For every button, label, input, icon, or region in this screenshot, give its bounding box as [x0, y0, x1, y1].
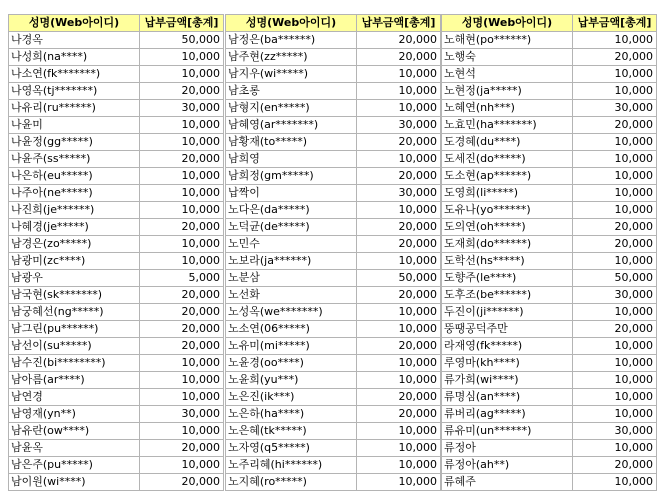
name-header: 성명(Web아이디) — [226, 15, 357, 32]
donor-name-cell: 두진이(ji******) — [442, 304, 573, 321]
amount-cell: 20,000 — [357, 236, 441, 253]
donor-name-cell: 남초롱 — [226, 83, 357, 100]
amount-cell: 10,000 — [573, 185, 657, 202]
amount-header: 납부금액[총계] — [573, 15, 657, 32]
donor-name-cell: 나소연(fk*******) — [9, 66, 140, 83]
name-header: 성명(Web아이디) — [9, 15, 140, 32]
amount-cell: 10,000 — [140, 423, 224, 440]
table-row — [442, 168, 657, 185]
table-row — [226, 32, 441, 49]
table-row — [226, 270, 441, 287]
table-row — [442, 49, 657, 66]
donor-table-3 — [441, 14, 657, 491]
donor-name-cell: 나영옥(tj*******) — [9, 83, 140, 100]
amount-cell: 10,000 — [357, 423, 441, 440]
amount-cell: 30,000 — [573, 287, 657, 304]
donor-name-cell: 남그린(pu******) — [9, 321, 140, 338]
table-row — [9, 457, 224, 474]
amount-cell: 10,000 — [140, 185, 224, 202]
table-row — [442, 440, 657, 457]
amount-cell: 10,000 — [573, 202, 657, 219]
donor-name-cell: 류혜주 — [442, 474, 573, 491]
donor-name-cell: 도재희(do******) — [442, 236, 573, 253]
donor-name-cell: 나윤정(gg*****) — [9, 134, 140, 151]
table-row — [442, 151, 657, 168]
amount-cell: 10,000 — [573, 66, 657, 83]
table-row — [9, 219, 224, 236]
donor-name-cell: 노효민(ha*******) — [442, 117, 573, 134]
header-row — [9, 15, 224, 32]
amount-cell: 10,000 — [140, 389, 224, 406]
donor-name-cell: 노보라(ja******) — [226, 253, 357, 270]
donor-name-cell: 류유미(un******) — [442, 423, 573, 440]
table-row — [442, 389, 657, 406]
donor-name-cell: 나성희(na****) — [9, 49, 140, 66]
amount-cell: 10,000 — [573, 389, 657, 406]
amount-cell: 50,000 — [140, 32, 224, 49]
table-row — [226, 100, 441, 117]
table-row — [442, 117, 657, 134]
table-row — [226, 168, 441, 185]
table-row — [226, 321, 441, 338]
donor-name-cell: 류명심(an****) — [442, 389, 573, 406]
amount-cell: 20,000 — [573, 49, 657, 66]
table-row — [442, 406, 657, 423]
donor-name-cell: 노현석 — [442, 66, 573, 83]
donor-name-cell: 남정은(ba******) — [226, 32, 357, 49]
donor-name-cell: 남광미(zc****) — [9, 253, 140, 270]
amount-cell: 10,000 — [573, 372, 657, 389]
header-row — [226, 15, 441, 32]
table-row — [9, 83, 224, 100]
table-row — [226, 117, 441, 134]
donor-name-cell: 남이원(wi****) — [9, 474, 140, 491]
amount-cell: 10,000 — [357, 100, 441, 117]
table-row — [9, 134, 224, 151]
amount-cell: 30,000 — [573, 423, 657, 440]
table-row — [442, 287, 657, 304]
amount-cell: 20,000 — [357, 389, 441, 406]
donor-name-cell: 도향주(le****) — [442, 270, 573, 287]
donor-name-cell: 남지우(wi*****) — [226, 66, 357, 83]
donor-name-cell: 루영마(kh****) — [442, 355, 573, 372]
donor-name-cell: 나주아(ne*****) — [9, 185, 140, 202]
amount-cell: 20,000 — [140, 338, 224, 355]
amount-cell: 10,000 — [357, 372, 441, 389]
table-row — [442, 457, 657, 474]
table-row — [442, 134, 657, 151]
donor-name-cell: 나유리(ru******) — [9, 100, 140, 117]
header-row — [442, 15, 657, 32]
donor-name-cell: 남선이(su*****) — [9, 338, 140, 355]
donor-name-cell: 노윤희(yu***) — [226, 372, 357, 389]
table-row — [9, 236, 224, 253]
amount-cell: 10,000 — [140, 168, 224, 185]
amount-cell: 10,000 — [357, 151, 441, 168]
amount-cell: 10,000 — [140, 117, 224, 134]
amount-cell: 10,000 — [140, 134, 224, 151]
donor-name-cell: 남희정(gm*****) — [226, 168, 357, 185]
table-row — [226, 287, 441, 304]
amount-cell: 30,000 — [140, 406, 224, 423]
donor-name-cell: 남경은(zo*****) — [9, 236, 140, 253]
amount-cell: 10,000 — [140, 236, 224, 253]
table-row — [442, 219, 657, 236]
table-row — [442, 185, 657, 202]
table-row — [9, 151, 224, 168]
amount-cell: 30,000 — [140, 100, 224, 117]
table-row — [9, 304, 224, 321]
table-row — [442, 270, 657, 287]
amount-cell: 20,000 — [140, 151, 224, 168]
donor-name-cell: 노행숙 — [442, 49, 573, 66]
table-row — [442, 32, 657, 49]
donor-name-cell: 남황재(to*****) — [226, 134, 357, 151]
table-row — [226, 389, 441, 406]
donor-name-cell: 노다은(da*****) — [226, 202, 357, 219]
amount-cell: 10,000 — [573, 151, 657, 168]
amount-cell: 10,000 — [140, 66, 224, 83]
amount-cell: 20,000 — [140, 474, 224, 491]
donor-name-cell: 도세진(do*****) — [442, 151, 573, 168]
donor-name-cell: 남유란(ow****) — [9, 423, 140, 440]
table-row — [9, 389, 224, 406]
donor-name-cell: 남영재(yn**) — [9, 406, 140, 423]
table-row — [226, 219, 441, 236]
donor-name-cell: 류버리(ag*****) — [442, 406, 573, 423]
table-row — [442, 423, 657, 440]
donor-name-cell: 남광우 — [9, 270, 140, 287]
amount-cell: 20,000 — [357, 406, 441, 423]
table-row — [226, 202, 441, 219]
donor-name-cell: 노은진(ik***) — [226, 389, 357, 406]
table-row — [9, 117, 224, 134]
amount-cell: 20,000 — [573, 236, 657, 253]
donor-name-cell: 노소연(06*****) — [226, 321, 357, 338]
table-row — [9, 66, 224, 83]
donor-name-cell: 남형지(en*****) — [226, 100, 357, 117]
donor-name-cell: 남수진(bi********) — [9, 355, 140, 372]
table-row — [226, 474, 441, 491]
table-row — [226, 304, 441, 321]
amount-cell: 5,000 — [140, 270, 224, 287]
table-row — [442, 202, 657, 219]
amount-cell: 20,000 — [357, 32, 441, 49]
amount-cell: 20,000 — [357, 287, 441, 304]
donor-name-cell: 노은혜(tk*****) — [226, 423, 357, 440]
donor-table-1 — [8, 14, 224, 491]
amount-cell: 10,000 — [140, 49, 224, 66]
amount-cell: 10,000 — [357, 83, 441, 100]
amount-cell: 10,000 — [573, 338, 657, 355]
table-row — [226, 423, 441, 440]
table-row — [442, 355, 657, 372]
donor-name-cell: 류정아 — [442, 440, 573, 457]
amount-cell: 10,000 — [140, 355, 224, 372]
table-row — [442, 236, 657, 253]
amount-cell: 20,000 — [140, 287, 224, 304]
amount-cell: 10,000 — [357, 253, 441, 270]
table-row — [9, 202, 224, 219]
table-row — [9, 423, 224, 440]
donor-name-cell: 나윤주(ss*****) — [9, 151, 140, 168]
table-row — [442, 100, 657, 117]
table-row — [226, 83, 441, 100]
amount-cell: 30,000 — [357, 185, 441, 202]
amount-cell: 10,000 — [573, 253, 657, 270]
amount-cell: 10,000 — [357, 474, 441, 491]
amount-cell: 50,000 — [357, 270, 441, 287]
name-header: 성명(Web아이디) — [442, 15, 573, 32]
donor-name-cell: 도학선(hs*****) — [442, 253, 573, 270]
table-row — [442, 321, 657, 338]
table-row — [9, 185, 224, 202]
donor-name-cell: 나혜경(je*****) — [9, 219, 140, 236]
table-row — [226, 66, 441, 83]
amount-cell: 20,000 — [140, 440, 224, 457]
amount-cell: 10,000 — [357, 355, 441, 372]
amount-cell: 20,000 — [573, 321, 657, 338]
amount-cell: 20,000 — [357, 168, 441, 185]
donor-name-cell: 류정아(ah**) — [442, 457, 573, 474]
amount-cell: 10,000 — [140, 202, 224, 219]
donor-name-cell: 노자영(q5*****) — [226, 440, 357, 457]
donor-name-cell: 뚱땡공덕주만 — [442, 321, 573, 338]
amount-cell: 30,000 — [357, 117, 441, 134]
amount-cell: 10,000 — [573, 134, 657, 151]
amount-cell: 10,000 — [573, 83, 657, 100]
amount-cell: 10,000 — [357, 66, 441, 83]
table-row — [226, 134, 441, 151]
donor-name-cell: 나윤미 — [9, 117, 140, 134]
table-row — [226, 151, 441, 168]
donor-table-2 — [225, 14, 441, 491]
amount-cell: 20,000 — [573, 117, 657, 134]
donor-name-cell: 노혜연(nh***) — [442, 100, 573, 117]
amount-cell: 20,000 — [140, 304, 224, 321]
amount-cell: 10,000 — [140, 253, 224, 270]
donor-name-cell: 노주리혜(hi******) — [226, 457, 357, 474]
table-row — [226, 406, 441, 423]
donor-name-cell: 남국현(sk*******) — [9, 287, 140, 304]
amount-cell: 10,000 — [357, 304, 441, 321]
table-row — [442, 83, 657, 100]
table-row — [442, 372, 657, 389]
donor-name-cell: 노은하(ha****) — [226, 406, 357, 423]
table-row — [226, 253, 441, 270]
table-row — [9, 321, 224, 338]
amount-cell: 10,000 — [357, 457, 441, 474]
donor-name-cell: 남아름(ar****) — [9, 372, 140, 389]
amount-cell: 10,000 — [573, 168, 657, 185]
donor-name-cell: 도경혜(du****) — [442, 134, 573, 151]
donor-name-cell: 노윤경(oo****) — [226, 355, 357, 372]
table-row — [9, 49, 224, 66]
donor-name-cell: 도소현(ap******) — [442, 168, 573, 185]
amount-cell: 10,000 — [357, 321, 441, 338]
amount-cell: 20,000 — [357, 219, 441, 236]
donor-name-cell: 노선화 — [226, 287, 357, 304]
donor-name-cell: 남연경 — [9, 389, 140, 406]
table-row — [9, 32, 224, 49]
donor-name-cell: 나진희(je******) — [9, 202, 140, 219]
amount-cell: 20,000 — [140, 321, 224, 338]
amount-header: 납부금액[총계] — [357, 15, 441, 32]
amount-cell: 20,000 — [357, 338, 441, 355]
table-row — [442, 253, 657, 270]
table-row — [442, 474, 657, 491]
donor-name-cell: 도영희(li*****) — [442, 185, 573, 202]
donor-name-cell: 도의연(oh*****) — [442, 219, 573, 236]
table-row — [226, 49, 441, 66]
donor-name-cell: 남궁혜선(ng*****) — [9, 304, 140, 321]
table-row — [9, 474, 224, 491]
table-row — [226, 372, 441, 389]
donor-name-cell: 노민수 — [226, 236, 357, 253]
table-row — [9, 168, 224, 185]
table-row — [442, 338, 657, 355]
table-row — [226, 355, 441, 372]
table-row — [442, 66, 657, 83]
amount-cell: 50,000 — [573, 270, 657, 287]
table-row — [9, 287, 224, 304]
table-row — [226, 338, 441, 355]
amount-cell: 10,000 — [573, 32, 657, 49]
donor-name-cell: 도후조(be******) — [442, 287, 573, 304]
donor-name-cell: 납짝이 — [226, 185, 357, 202]
donor-name-cell: 남주현(zz*****) — [226, 49, 357, 66]
donor-name-cell: 남혜영(ar*******) — [226, 117, 357, 134]
table-row — [9, 253, 224, 270]
amount-cell: 10,000 — [573, 304, 657, 321]
amount-cell: 10,000 — [573, 474, 657, 491]
table-row — [9, 355, 224, 372]
donor-name-cell: 노성옥(we*******) — [226, 304, 357, 321]
amount-cell: 20,000 — [140, 83, 224, 100]
donor-name-cell: 류가희(wi****) — [442, 372, 573, 389]
amount-cell: 20,000 — [573, 219, 657, 236]
table-row — [442, 304, 657, 321]
donor-name-cell: 나은하(eu*****) — [9, 168, 140, 185]
donor-name-cell: 남희영 — [226, 151, 357, 168]
amount-cell: 20,000 — [140, 219, 224, 236]
table-row — [9, 372, 224, 389]
amount-cell: 10,000 — [357, 202, 441, 219]
donor-name-cell: 노지혜(ro*****) — [226, 474, 357, 491]
amount-cell: 30,000 — [573, 100, 657, 117]
donor-name-cell: 남윤옥 — [9, 440, 140, 457]
donor-name-cell: 노덕균(de*****) — [226, 219, 357, 236]
donor-name-cell: 나경옥 — [9, 32, 140, 49]
amount-header: 납부금액[총계] — [140, 15, 224, 32]
table-row — [9, 440, 224, 457]
amount-cell: 20,000 — [573, 457, 657, 474]
donor-name-cell: 노분삼 — [226, 270, 357, 287]
amount-cell: 10,000 — [573, 440, 657, 457]
amount-cell: 10,000 — [357, 440, 441, 457]
donor-name-cell: 노해현(po******) — [442, 32, 573, 49]
table-row — [9, 406, 224, 423]
donor-name-cell: 노현정(ja*****) — [442, 83, 573, 100]
donor-name-cell: 남은주(pu*****) — [9, 457, 140, 474]
table-row — [9, 270, 224, 287]
table-row — [226, 236, 441, 253]
donor-name-cell: 라재영(fk*****) — [442, 338, 573, 355]
table-row — [226, 440, 441, 457]
amount-cell: 20,000 — [357, 134, 441, 151]
table-row — [226, 457, 441, 474]
table-row — [9, 100, 224, 117]
amount-cell: 10,000 — [573, 406, 657, 423]
amount-cell: 10,000 — [573, 355, 657, 372]
amount-cell: 20,000 — [357, 49, 441, 66]
amount-cell: 10,000 — [140, 457, 224, 474]
table-row — [226, 185, 441, 202]
table-row — [9, 338, 224, 355]
donor-name-cell: 노유미(mi*****) — [226, 338, 357, 355]
amount-cell: 10,000 — [140, 372, 224, 389]
donor-name-cell: 도유나(yo******) — [442, 202, 573, 219]
